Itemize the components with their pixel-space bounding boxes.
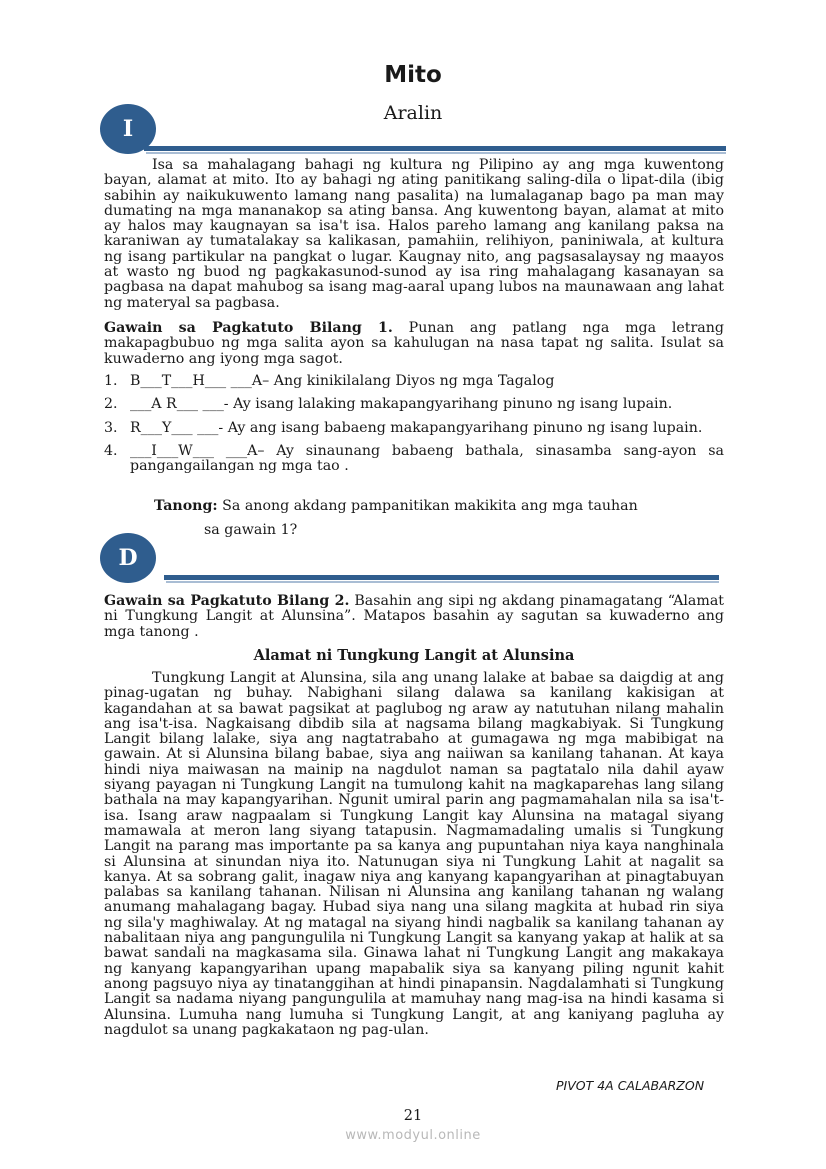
list-item: [104, 397, 724, 412]
activity2-instructions: [104, 594, 724, 640]
list-item: [104, 444, 724, 475]
item-number: 1.: [104, 373, 118, 389]
section-i-divider: [144, 146, 726, 151]
list-item: [104, 421, 724, 436]
activity1-instructions: [104, 321, 724, 367]
section-d-badge: D: [100, 533, 156, 583]
question-label: Tanong:: [154, 498, 218, 514]
page-subtitle: Aralin: [383, 102, 443, 124]
story-paragraph: Tungkung Langit at Alunsina, sila ang unang lalake at babae sa daigdig at ang pinag-ugatan ng buhay. Nabighani silang dalawa sa kanilang kakisigan at kagandahan at sa bawat pagsikat at paglubog ng araw ay natutuhan nilang mahalin ang isa't-isa. Nagkaisang dibdib sila at nagsama bilang magkabiyak. Si Tungkung Langit bilang lalake, siya ang nagtatrabaho at gumagawa ng mga mabibigat na gawain. At si Alunsina bilang babae, siya ang naiiwan sa kanilang tahanan. At kaya hindi niya maiwasan na mainip na nagdulot naman sa pagtatalo nila dahil ayaw siyang payagan ni Tungkung Langit na tumulong kahit na magkaparehas lang silang bathala na may kapangyarihan. Ngunit umiral parin ang pagmamahalan nila sa isa't-isa. Isang araw nagpaalam si Tungkung Langit kay Alunsina na matagal siyang mamawala at meron lang siyang tatapusin. Nagmamadaling umalis si Tungkung Langit na parang mas importante pa sa kanya ang pupuntahan niya kaya nanghinala si Alunsina at sinundan niya ito. Natunugan siya ni Tungkung Lahit at nagalit sa kanya. At sa sobrang galit, inagaw niya ang kanyang kapangyarihan at pinagtabuyan palabas sa kanilang tahanan. Nilisan ni Alunsina ang kanilang tahanan ng walang anumang mahalagang bagay. Hubad siya nang una silang magkita at hubad rin siya ng sila'y maghiwalay. At ng matagal na siyang hindi nagbalik sa kanilang tahanan ay nabalitaan niya ang pangungulila ni Tungkung Langit sa kanyang yakap at halik at sa bawat sandali na magkasama sila. Ginawa lahat ni Tungkung Langit ang makakaya ng kanyang kapangyarihan upang mapabalik siya sa kanyang piling ngunit kahit anong pagsuyo niya ay tinatanggihan at hindi pinapansin. Nagdalamhati si Tungkung Langit sa nadama niyang pangungulila at mamuhay nang mag-isa na hindi kasama si Alunsina. Lumuha nang lumuha si Tungkung Langit, at ang kaniyang pagluha ay nagdulot sa unang pagkakataon ng pag-ulan.: [104, 670, 724, 1038]
question-line2: sa gawain 1?: [204, 522, 298, 538]
item-number: 4.: [104, 442, 118, 459]
list-item: [104, 374, 724, 389]
page-title: Mito: [384, 62, 442, 88]
item-number: 2.: [104, 396, 118, 413]
item-text: B___T___H___ ___A– Ang kinikilalang Diyos ng mga Tagalog: [130, 373, 555, 389]
activity1-list: [104, 374, 724, 482]
page-number: 21: [403, 1108, 423, 1124]
activity1-question: [154, 498, 674, 538]
item-text: ___A R___ ___- Ay isang lalaking makapangyarihang pinuno ng isang lupain.: [130, 396, 673, 413]
section-i-badge: I: [100, 104, 156, 154]
question-line1: Sa anong akdang pampanitikan makikita ang mga tauhan: [217, 498, 638, 514]
section-d-divider: [164, 575, 719, 580]
watermark: www.modyul.online: [345, 1128, 481, 1143]
intro-paragraph: Isa sa mahalagang bahagi ng kultura ng Pilipino ay ang mga kuwentong bayan, alamat at mito. Ito ay bahagi ng ating panitikang saling-dila o lipat-dila (ibig sabihin ay naikukuwento lamang nang pasalita) na lumalaganap bago pa man may dumating na mga mananakop sa ating bansa. Ang kuwentong bayan, alamat at mito ay halos may kaugnayan sa isa't isa. Halos pareho lamang ang kanilang paksa na karaniwan ay tumatalakay sa kalikasan, pamahiin, relihiyon, paniniwala, at kultura ng isang partikular na pangkat o lugar. Kaugnay nito, ang pagsasalaysay ng maayos at wasto ng buod ng pagkakasunod-sunod ay isa ring mahalagang kasanayan sa pagbasa na dapat mahubog sa isang mag-aaral upang lubos na maunawaan ang lahat ng materyal sa pagbasa.: [104, 157, 724, 311]
item-text: R___Y___ ___- Ay ang isang babaeng makapangyarihang pinuno ng isang lupain.: [130, 419, 703, 436]
activity1-text: Punan ang patlang nga mga letrang makapagbubuo ng mga salita ayon sa kahulugan na nasa tapat ng salita. Isulat sa kuwaderno ang iyong mga sagot.: [104, 320, 724, 367]
story-title: Alamat ni Tungkung Langit at Alunsina: [253, 647, 575, 664]
activity1-label: Gawain sa Pagkatuto Bilang 1.: [104, 320, 393, 336]
activity2-text: Basahin ang sipi ng akdang pinamagatang “Alamat ni Tungkung Langit at Alunsina”. Matapos basahin ay sagutan sa kuwaderno ang mga tanong .: [104, 593, 724, 640]
section-i-divider-shadow: [146, 152, 726, 154]
section-d-divider-shadow: [166, 581, 719, 583]
footer-tag: PIVOT 4A CALABARZON: [556, 1078, 705, 1093]
activity2-label: Gawain sa Pagkatuto Bilang 2.: [104, 593, 350, 609]
item-number: 3.: [104, 419, 118, 436]
item-text: ___I___W___ ___A– Ay sinaunang babaeng bathala, sinasamba sang-ayon sa pangangailangan ng mga tao .: [130, 442, 724, 475]
